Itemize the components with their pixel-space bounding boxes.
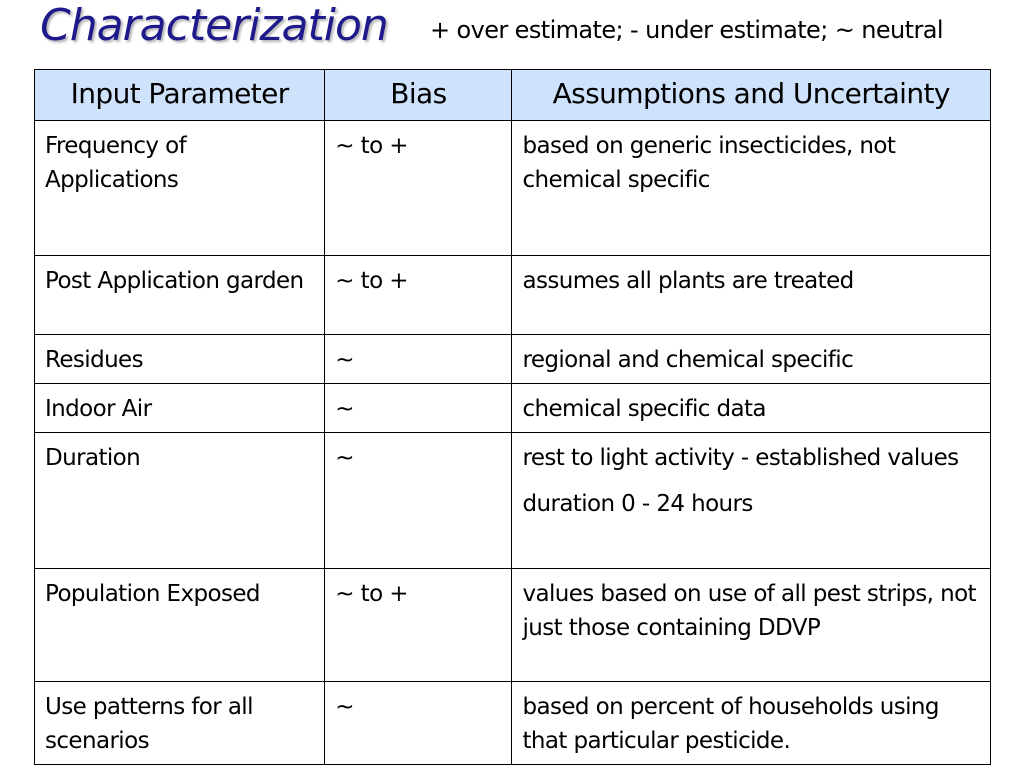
bias-cell: ~ <box>325 335 512 384</box>
assumption-text: based on percent of households using that particular pesticide. <box>522 694 939 754</box>
assumption-text: assumes all plants are treated <box>522 268 854 294</box>
assumption-text: regional and chemical specific <box>522 347 854 373</box>
table-row <box>35 256 991 335</box>
assumption-text: duration 0 - 24 hours <box>522 491 753 517</box>
table-row <box>35 682 991 765</box>
characterization-table <box>34 69 991 765</box>
parameter-cell: Residues <box>35 335 325 384</box>
assumptions-cell <box>512 384 991 433</box>
parameter-cell: Use patterns for all scenarios <box>35 682 325 765</box>
header-assumptions: Assumptions and Uncertainty <box>512 70 991 121</box>
table-row <box>35 121 991 256</box>
assumptions-cell <box>512 121 991 256</box>
assumptions-cell <box>512 569 991 682</box>
header-input-parameter: Input Parameter <box>35 70 325 121</box>
bias-cell: ~ to + <box>325 256 512 335</box>
assumption-text: chemical specific data <box>522 396 766 422</box>
bias-legend: + over estimate; - under estimate; ~ neutral <box>430 16 943 44</box>
parameter-cell: Indoor Air <box>35 384 325 433</box>
bias-cell: ~ to + <box>325 121 512 256</box>
parameter-cell: Frequency of Applications <box>35 121 325 256</box>
assumptions-cell <box>512 433 991 569</box>
parameter-cell: Population Exposed <box>35 569 325 682</box>
table-header-row <box>35 70 991 121</box>
bias-cell: ~ to + <box>325 569 512 682</box>
assumption-text: based on generic insecticides, not chemical specific <box>522 133 896 193</box>
assumptions-cell <box>512 682 991 765</box>
assumption-text: rest to light activity - established values <box>522 445 959 471</box>
bias-cell: ~ <box>325 433 512 569</box>
header-bias: Bias <box>325 70 512 121</box>
assumptions-cell <box>512 335 991 384</box>
table-row <box>35 433 991 569</box>
bias-cell: ~ <box>325 384 512 433</box>
table-row <box>35 384 991 433</box>
parameter-cell: Duration <box>35 433 325 569</box>
table-row <box>35 569 991 682</box>
assumption-text: values based on use of all pest strips, not just those containing DDVP <box>522 581 976 641</box>
assumptions-cell <box>512 256 991 335</box>
parameter-cell: Post Application garden <box>35 256 325 335</box>
bias-cell: ~ <box>325 682 512 765</box>
table-row <box>35 335 991 384</box>
slide-title: Characterization <box>40 0 388 51</box>
